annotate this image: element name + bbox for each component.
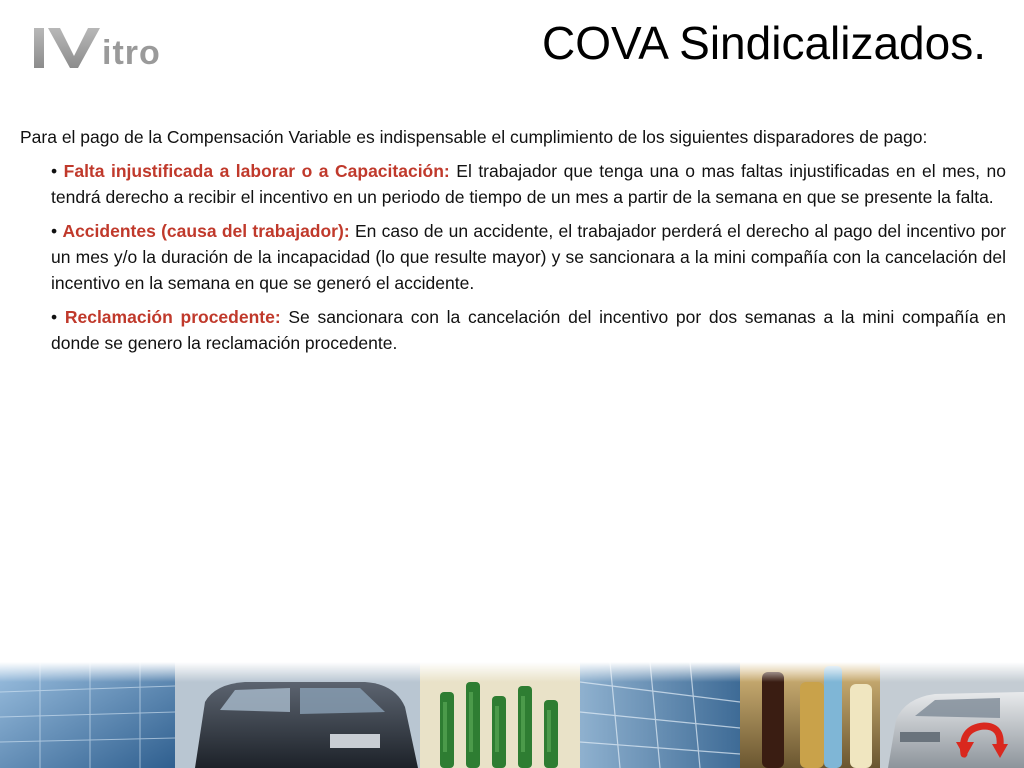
bullet-marker: • [51, 307, 58, 327]
bullet-marker: • [51, 161, 58, 181]
logo-wordmark: itro [102, 34, 161, 72]
footer-photo-strip [0, 662, 1024, 768]
vitro-logo [34, 24, 162, 72]
slide-title: COVA Sindicalizados. [541, 17, 986, 69]
bullet-term: Accidentes (causa del trabajador): [62, 221, 350, 241]
bullet-item [51, 158, 1006, 210]
bullet-text: El trabajador que tenga una o mas faltas injustificadas en el mes, no tendrá derecho a recibir el incentivo en un periodo de tiempo de un mes a partir de la semana en que se presente la falta. [51, 161, 1006, 207]
bullet-term: Reclamación procedente: [64, 307, 281, 327]
strip-fade [0, 662, 1024, 682]
bullet-item [51, 304, 1006, 356]
bullet-text: Se sancionara con la cancelación del incentivo por dos semanas a la mini compañía en donde se genero la reclamación procedente. [51, 307, 1006, 353]
bullet-text: En caso de un accidente, el trabajador perderá el derecho al pago del incentivo por un mes y/o la duración de la incapacidad (lo que resulte mayor) y se sancionara a la mini compañía con la cancelación del incentivo en la semana en que se generó el accidente. [51, 221, 1006, 293]
slide-body [20, 124, 1006, 364]
intro-paragraph: Para el pago de la Compensación Variable es indispensable el cumplimiento de los siguientes disparadores de pago: [20, 127, 928, 147]
bullet-item [51, 218, 1006, 296]
bullet-marker: • [51, 221, 58, 241]
return-arrow-icon[interactable] [954, 714, 1008, 768]
bullet-term: Falta injustificada a laborar o a Capacitación: [63, 161, 450, 181]
